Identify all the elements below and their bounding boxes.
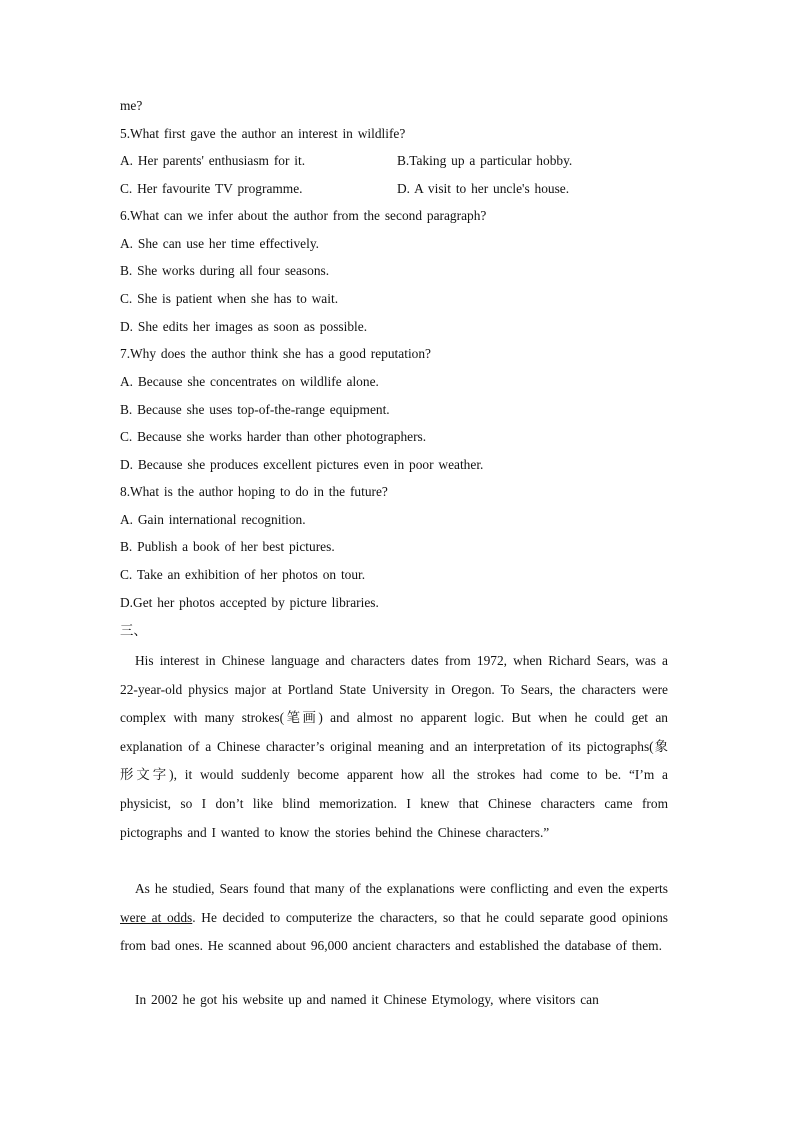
question-5-option-b: B.Taking up a particular hobby. bbox=[397, 153, 573, 168]
passage-paragraph-2 bbox=[120, 875, 668, 961]
question-5-stem: 5.What first gave the author an interest in wildlife? bbox=[120, 126, 406, 141]
question-5-option-d: D. A visit to her uncle's house. bbox=[397, 181, 570, 196]
previous-question-fragment: me? bbox=[120, 98, 143, 113]
paragraph-2-text-after: . He decided to computerize the characters, so that he could separate good opinions from bad ones. He scanned about 96,000 ancient characters and established the database of them. bbox=[120, 909, 668, 954]
question-5-options-row-1 bbox=[120, 152, 680, 170]
question-6-option-c: C. She is patient when she has to wait. bbox=[120, 291, 339, 306]
question-5-options-row-2 bbox=[120, 180, 680, 198]
question-6-stem: 6.What can we infer about the author from the second paragraph? bbox=[120, 208, 487, 223]
question-7-option-c: C. Because she works harder than other photographers. bbox=[120, 429, 427, 444]
question-7-option-b: B. Because she uses top-of-the-range equipment. bbox=[120, 402, 390, 417]
passage-paragraph-3: In 2002 he got his website up and named it Chinese Etymology, where visitors can bbox=[135, 992, 599, 1007]
question-6-option-b: B. She works during all four seasons. bbox=[120, 263, 330, 278]
passage-paragraph-1: His interest in Chinese language and characters dates from 1972, when Richard Sears, was a 22-year-old physics major at Portland State University in Oregon. To Sears, the characters were complex with many strokes(笔画) and almost no apparent logic. But when he could get an explanation of a Chinese character’s original meaning and an interpretation of its pictographs(象形文字), it would suddenly become apparent how all the strokes had come to be. “I’m a physicist, so I don’t like blind memorization. I knew that Chinese characters came from pictographs and I wanted to know the stories behind the Chinese characters.” bbox=[120, 653, 668, 840]
underlined-phrase: were at odds bbox=[120, 909, 193, 925]
section-heading: 三、 bbox=[120, 623, 147, 638]
question-5-option-c: C. Her favourite TV programme. bbox=[120, 181, 303, 196]
question-6-option-a: A. She can use her time effectively. bbox=[120, 236, 319, 251]
question-6-option-d: D. She edits her images as soon as possible. bbox=[120, 319, 368, 334]
question-8-option-b: B. Publish a book of her best pictures. bbox=[120, 539, 335, 554]
question-8-option-a: A. Gain international recognition. bbox=[120, 512, 306, 527]
question-8-option-c: C. Take an exhibition of her photos on tour. bbox=[120, 567, 366, 582]
question-7-option-a: A. Because she concentrates on wildlife alone. bbox=[120, 374, 379, 389]
question-5-option-a: A. Her parents' enthusiasm for it. bbox=[120, 153, 306, 168]
question-8-stem: 8.What is the author hoping to do in the future? bbox=[120, 484, 388, 499]
paragraph-2-text-before: As he studied, Sears found that many of the explanations were conflicting and even the experts bbox=[135, 881, 668, 896]
question-7-option-d: D. Because she produces excellent pictures even in poor weather. bbox=[120, 457, 484, 472]
question-7-stem: 7.Why does the author think she has a good reputation? bbox=[120, 346, 431, 361]
question-8-option-d: D.Get her photos accepted by picture libraries. bbox=[120, 595, 379, 610]
